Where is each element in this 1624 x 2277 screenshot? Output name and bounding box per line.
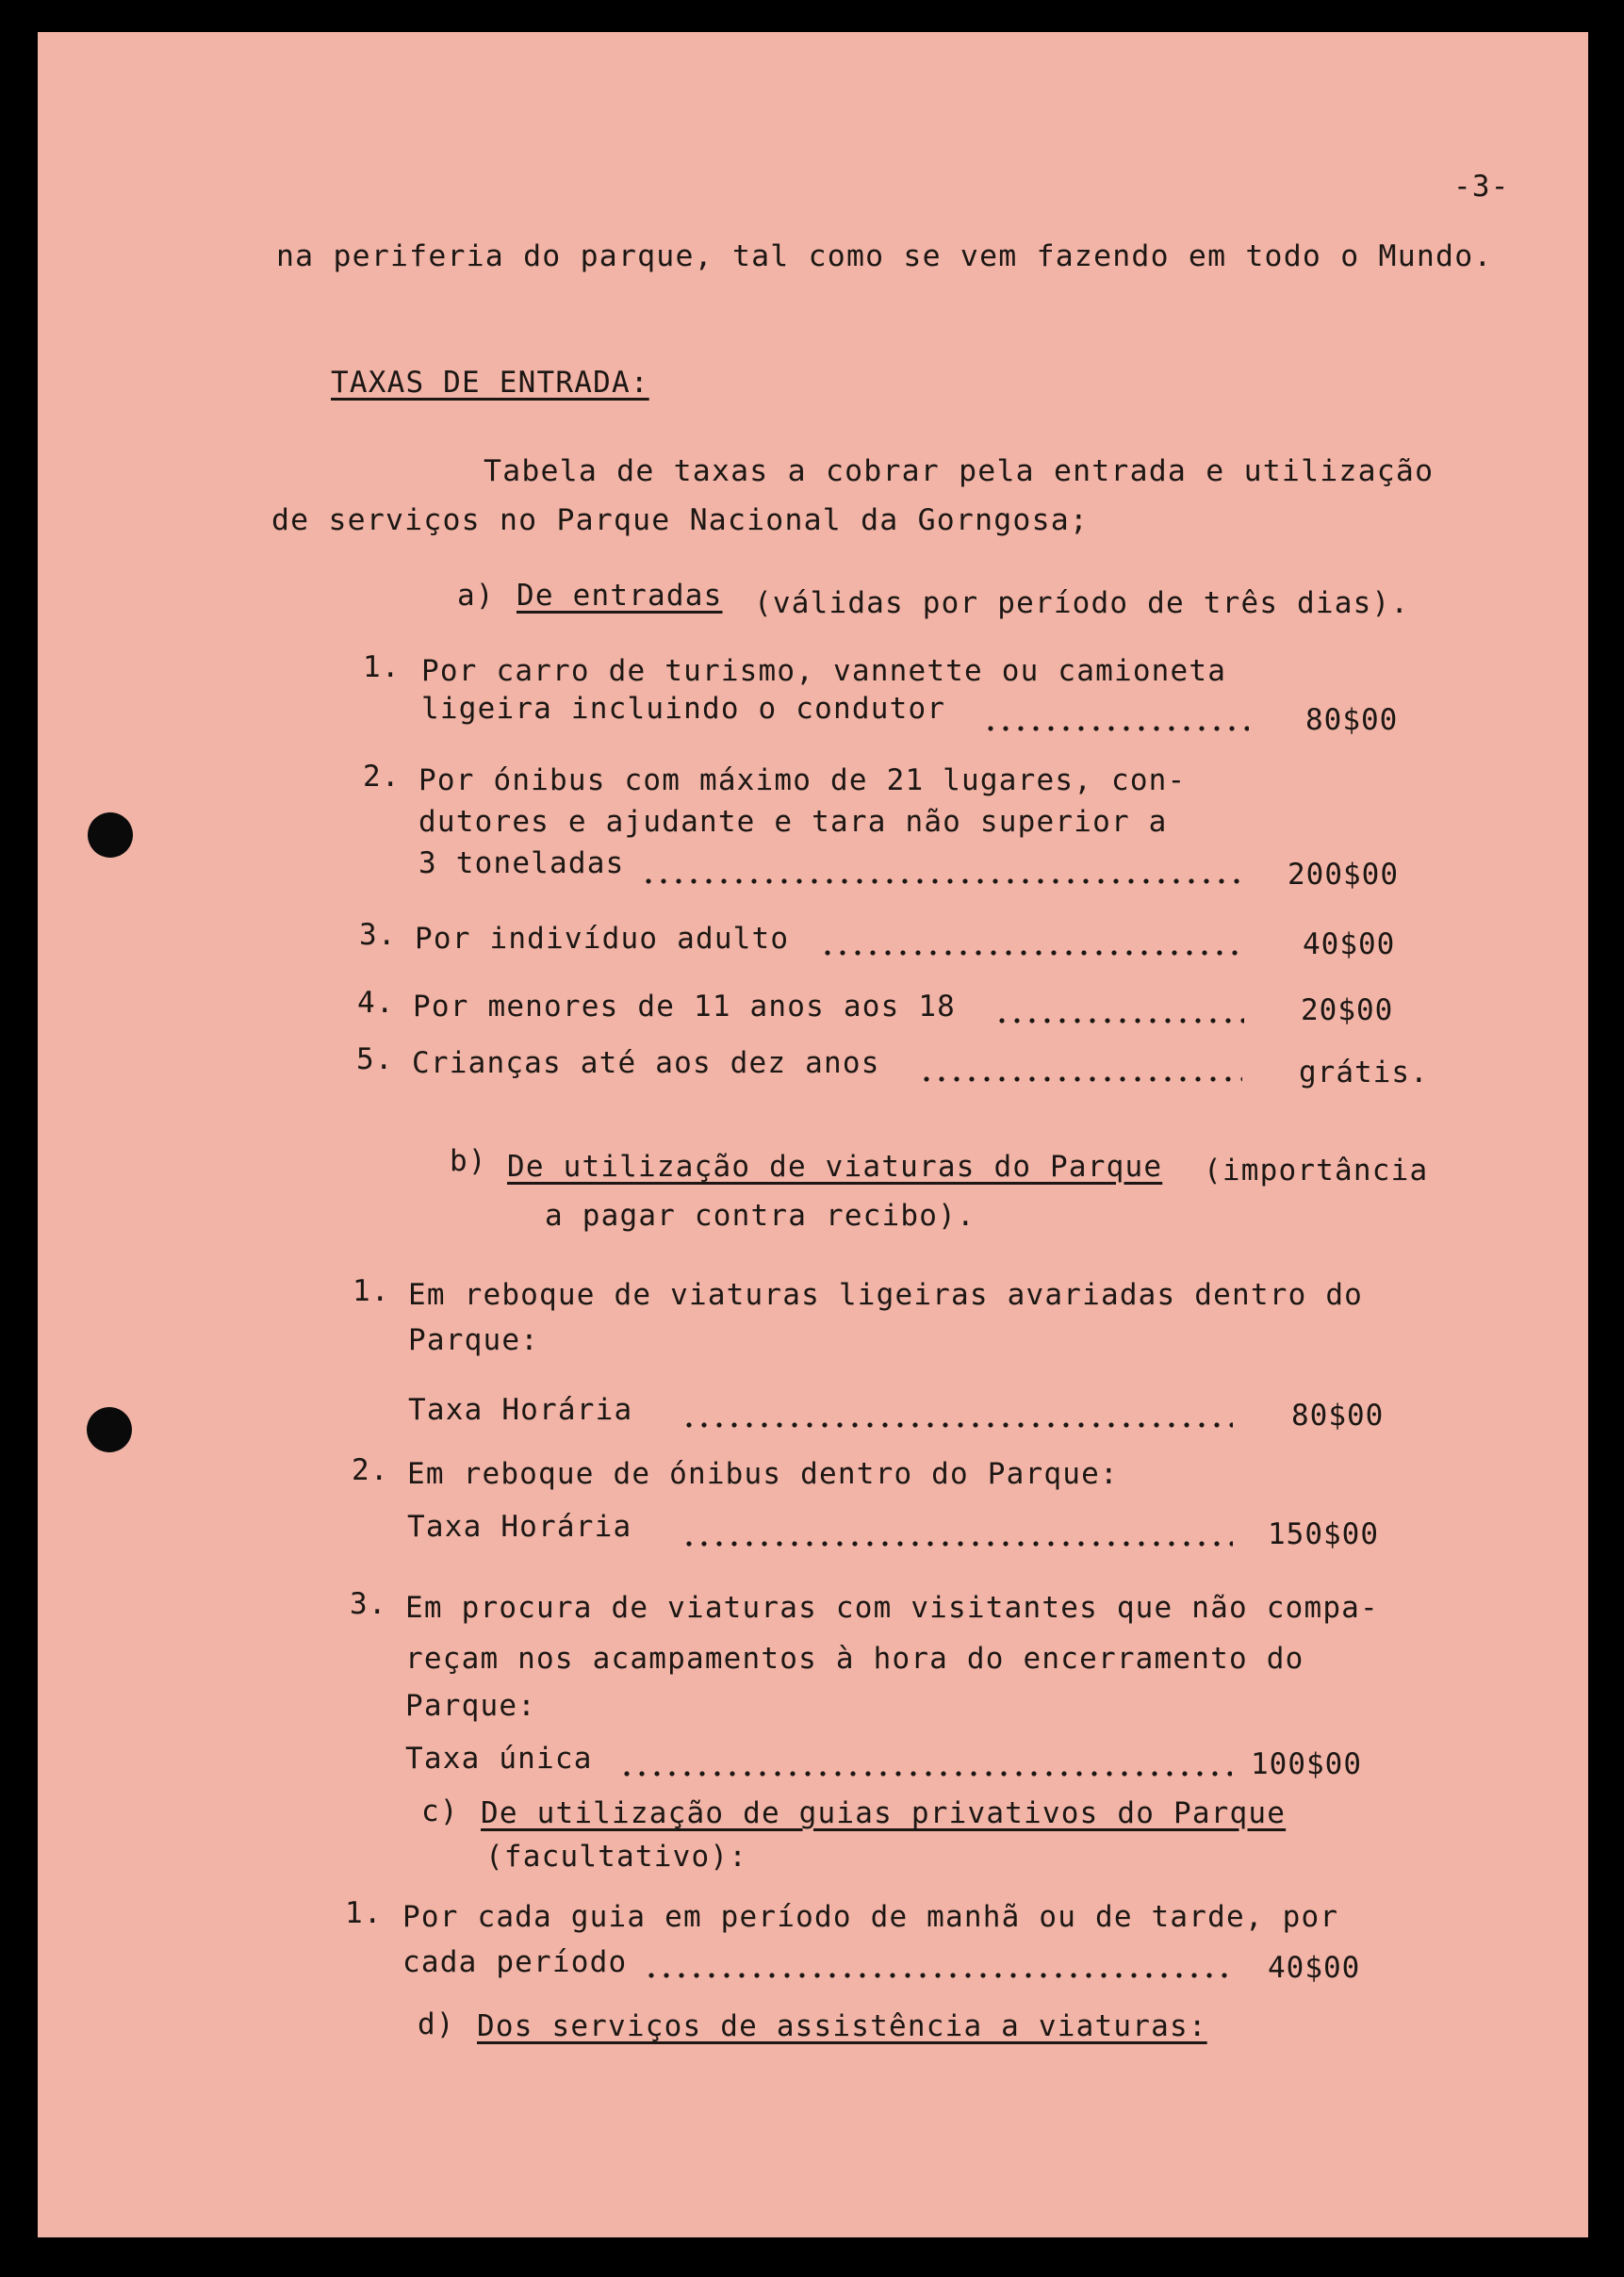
c-item-1-amount: 40$00	[1268, 1951, 1361, 1985]
a-item-3-line-1: Por indivíduo adulto	[415, 922, 790, 956]
c-item-1-line-1: Por cada guia em período de manhã ou de tarde, por	[402, 1900, 1339, 1934]
c-item-1-number: 1.	[345, 1896, 383, 1930]
a-item-4-line-1: Por menores de 11 anos aos 18	[413, 990, 957, 1024]
b-item-1-number: 1.	[353, 1274, 390, 1308]
a-item-5-line-1: Crianças até aos dez anos	[412, 1046, 880, 1080]
c-item-1-leader-dots	[644, 1972, 1230, 1979]
a-item-5-amount: grátis.	[1299, 1056, 1429, 1089]
b-item-3-line-1: Em procura de viaturas com visitantes que não compa-	[405, 1591, 1379, 1625]
a-item-2-line-3: 3 toneladas	[418, 846, 625, 880]
a-item-2-amount: 200$00	[1288, 858, 1399, 892]
b-item-2-rate-label: Taxa Horária	[407, 1510, 632, 1544]
a-item-1-leader-dots	[983, 725, 1249, 732]
a-item-4-amount: 20$00	[1301, 993, 1394, 1027]
a-item-1-line-2: ligeira incluindo o condutor	[421, 692, 946, 726]
a-item-3-number: 3.	[359, 918, 397, 952]
a-item-1-amount: 80$00	[1305, 703, 1399, 737]
a-item-5-number: 5.	[356, 1042, 394, 1076]
a-item-5-leader-dots	[919, 1075, 1242, 1083]
a-item-4-leader-dots	[994, 1017, 1244, 1024]
b-item-3-line-3: Parque:	[405, 1689, 537, 1723]
table-intro-line-1: Tabela de taxas a cobrar pela entrada e utilização	[484, 454, 1435, 488]
punch-hole-bottom	[87, 1407, 132, 1452]
b-item-3-rate-label: Taxa única	[405, 1742, 593, 1776]
a-item-2-line-1: Por ónibus com máximo de 21 lugares, con-	[418, 763, 1187, 797]
b-item-1-line-2: Parque:	[408, 1323, 540, 1357]
section-b-note-1: (importância	[1204, 1154, 1429, 1188]
a-item-2-line-2: dutores e ajudante e tara não superior a	[418, 805, 1168, 839]
section-c-note: (facultativo):	[485, 1840, 748, 1874]
section-d-title: Dos serviços de assistência a viaturas:	[477, 2009, 1207, 2043]
a-item-2-leader-dots	[641, 877, 1247, 885]
a-item-1-line-1: Por carro de turismo, vannette ou camioneta	[421, 654, 1227, 688]
b-item-2-leader-dots	[681, 1540, 1233, 1548]
section-b-title: De utilização de viaturas do Parque	[507, 1150, 1163, 1184]
a-item-1-number: 1.	[363, 650, 401, 684]
b-item-2-amount: 150$00	[1268, 1517, 1379, 1551]
b-item-3-line-2: reçam nos acampamentos à hora do encerramento do	[405, 1642, 1304, 1676]
document-page	[38, 32, 1588, 2237]
c-item-1-line-2: cada período	[402, 1945, 628, 1979]
section-d-letter: d)	[418, 2007, 455, 2041]
section-b-letter: b)	[450, 1144, 487, 1178]
section-title: TAXAS DE ENTRADA:	[331, 366, 649, 400]
table-intro-line-2: de serviços no Parque Nacional da Gorngosa;	[271, 503, 1090, 537]
b-item-1-line-1: Em reboque de viaturas ligeiras avariadas dentro do	[408, 1278, 1364, 1312]
punch-hole-top	[88, 812, 133, 858]
b-item-3-number: 3.	[350, 1587, 387, 1621]
a-item-3-leader-dots	[820, 949, 1247, 957]
section-a-title: De entradas	[517, 579, 723, 613]
b-item-2-line-1: Em reboque de ónibus dentro do Parque:	[407, 1457, 1119, 1491]
section-a-note: (válidas por período de três dias).	[754, 586, 1410, 620]
section-a-letter: a)	[457, 579, 495, 613]
a-item-2-number: 2.	[363, 760, 401, 794]
a-item-4-number: 4.	[357, 986, 395, 1020]
page-number: -3-	[1453, 170, 1510, 204]
section-b-note-2: a pagar contra recibo).	[545, 1199, 976, 1233]
section-c-letter: c)	[421, 1794, 459, 1828]
a-item-3-amount: 40$00	[1303, 927, 1396, 961]
b-item-3-leader-dots	[619, 1770, 1232, 1777]
intro-line: na periferia do parque, tal como se vem fazendo em todo o Mundo.	[276, 239, 1493, 273]
b-item-3-amount: 100$00	[1251, 1747, 1362, 1781]
b-item-2-number: 2.	[352, 1453, 389, 1487]
b-item-1-rate-label: Taxa Horária	[408, 1393, 633, 1427]
section-c-title: De utilização de guias privativos do Parque	[481, 1796, 1287, 1830]
b-item-1-amount: 80$00	[1291, 1399, 1385, 1433]
b-item-1-leader-dots	[681, 1421, 1233, 1429]
